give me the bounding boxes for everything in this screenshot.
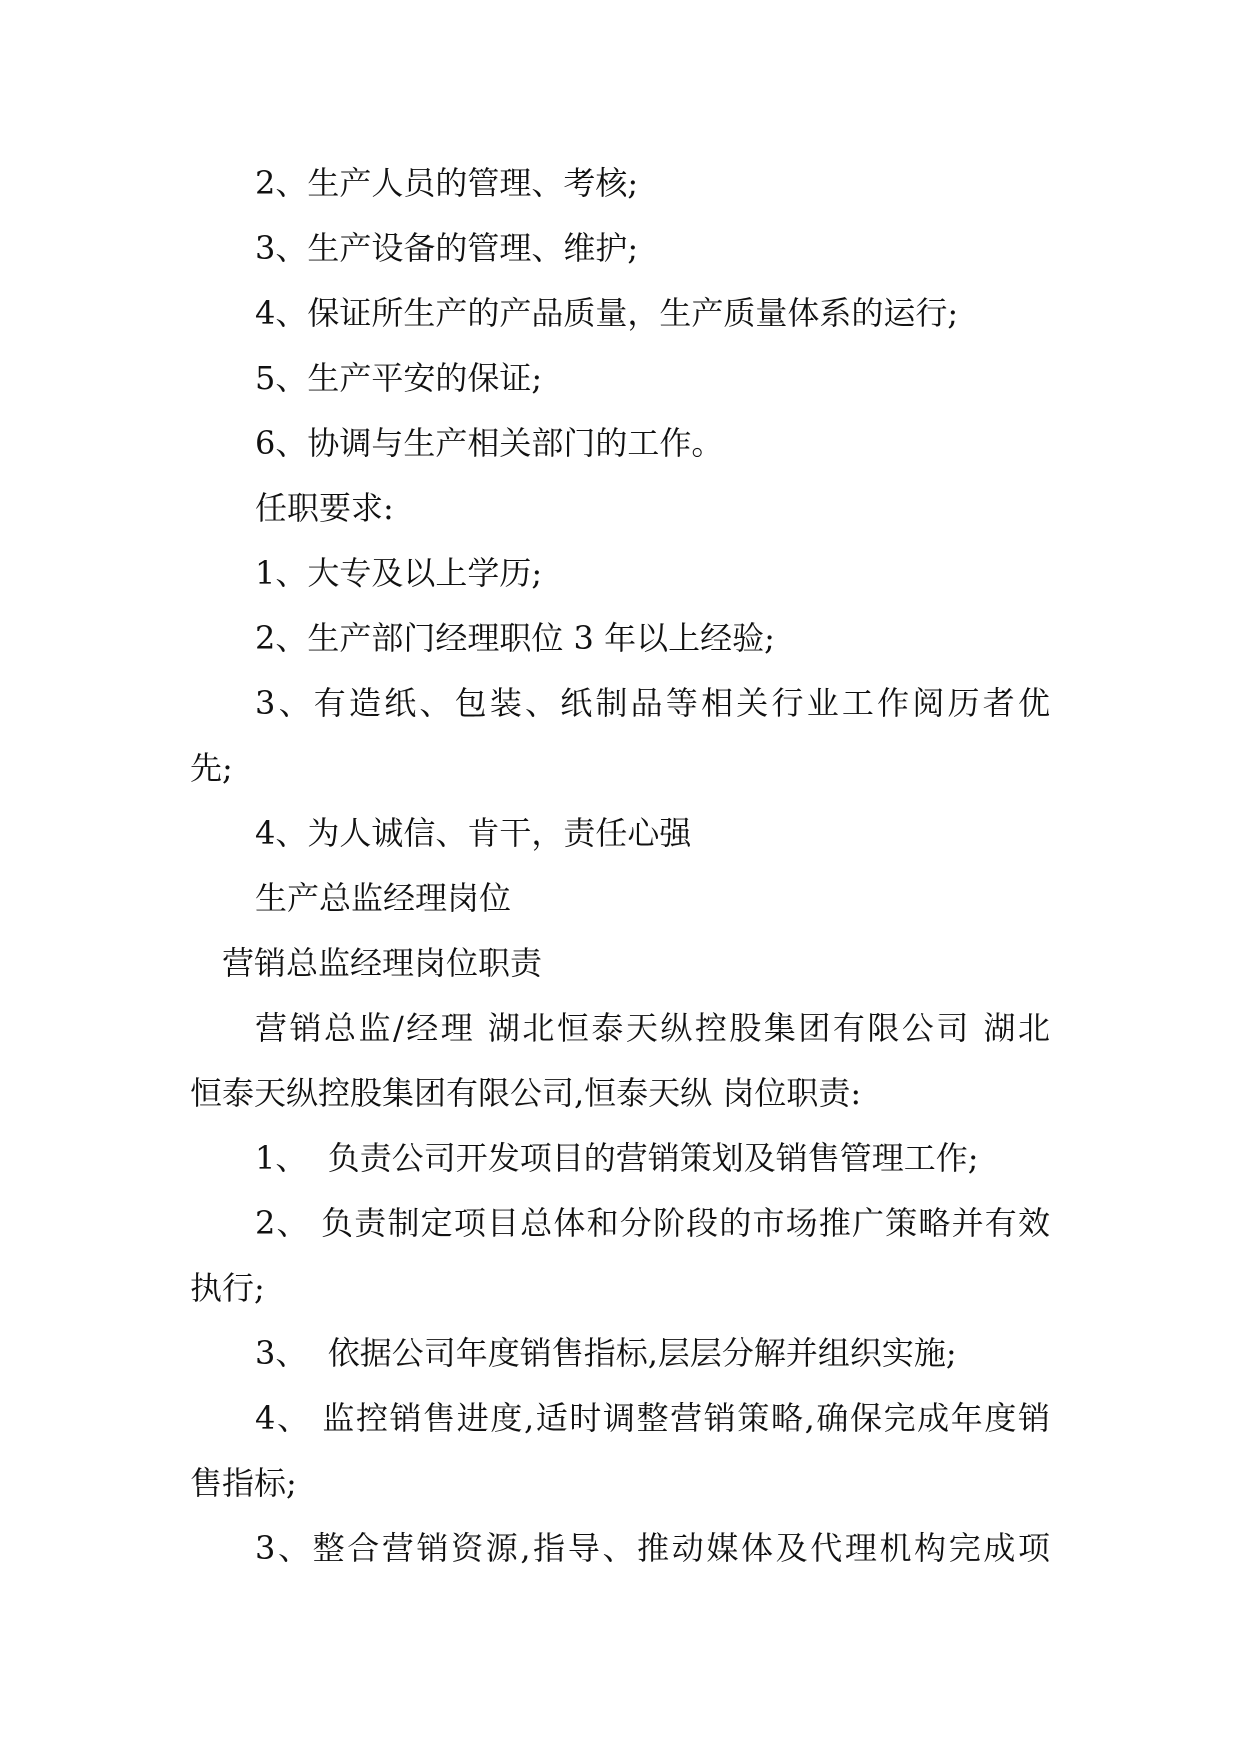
duty-item-5: 5、生产平安的保证; [255,359,543,397]
requirement-item-3: 3、有造纸、包装、纸制品等相关行业工作阅历者优 [255,684,1050,722]
marketing-duty-2-cont: 执行; [190,1269,265,1307]
requirement-item-1: 1、大专及以上学历; [255,554,543,592]
marketing-duty-4-cont: 售指标; [190,1464,297,1502]
marketing-duty-4: 4、 监控销售进度,适时调整营销策略,确保完成年度销 [255,1399,1050,1437]
marketing-duty-2: 2、 负责制定项目总体和分阶段的市场推广策略并有效 [255,1204,1050,1242]
requirement-item-2: 2、生产部门经理职位 3 年以上经验; [255,619,775,657]
section-label: 生产总监经理岗位 [255,879,512,917]
intro-paragraph-cont: 恒泰天纵控股集团有限公司,恒泰天纵 岗位职责: [190,1074,862,1112]
marketing-duty-5: 3、整合营销资源,指导、推动媒体及代理机构完成项 [255,1529,1050,1567]
marketing-duty-1: 1、 负责公司开发项目的营销策划及销售管理工作; [255,1139,979,1177]
duty-item-4: 4、保证所生产的产品质量，生产质量体系的运行; [255,294,959,332]
duty-item-3: 3、生产设备的管理、维护; [255,229,639,267]
document-page [0,151,1240,1581]
requirement-item-4: 4、为人诚信、肯干，责任心强 [255,814,692,852]
requirement-item-3-cont: 先; [190,749,233,787]
section-heading: 营销总监经理岗位职责 [222,944,543,982]
requirements-heading: 任职要求: [255,489,394,527]
duty-item-2: 2、生产人员的管理、考核; [255,164,639,202]
duty-item-6: 6、协调与生产相关部门的工作。 [255,424,724,462]
marketing-duty-3: 3、 依据公司年度销售指标,层层分解并组织实施; [255,1334,957,1372]
intro-paragraph: 营销总监/经理 湖北恒泰天纵控股集团有限公司 湖北 [255,1009,1050,1047]
